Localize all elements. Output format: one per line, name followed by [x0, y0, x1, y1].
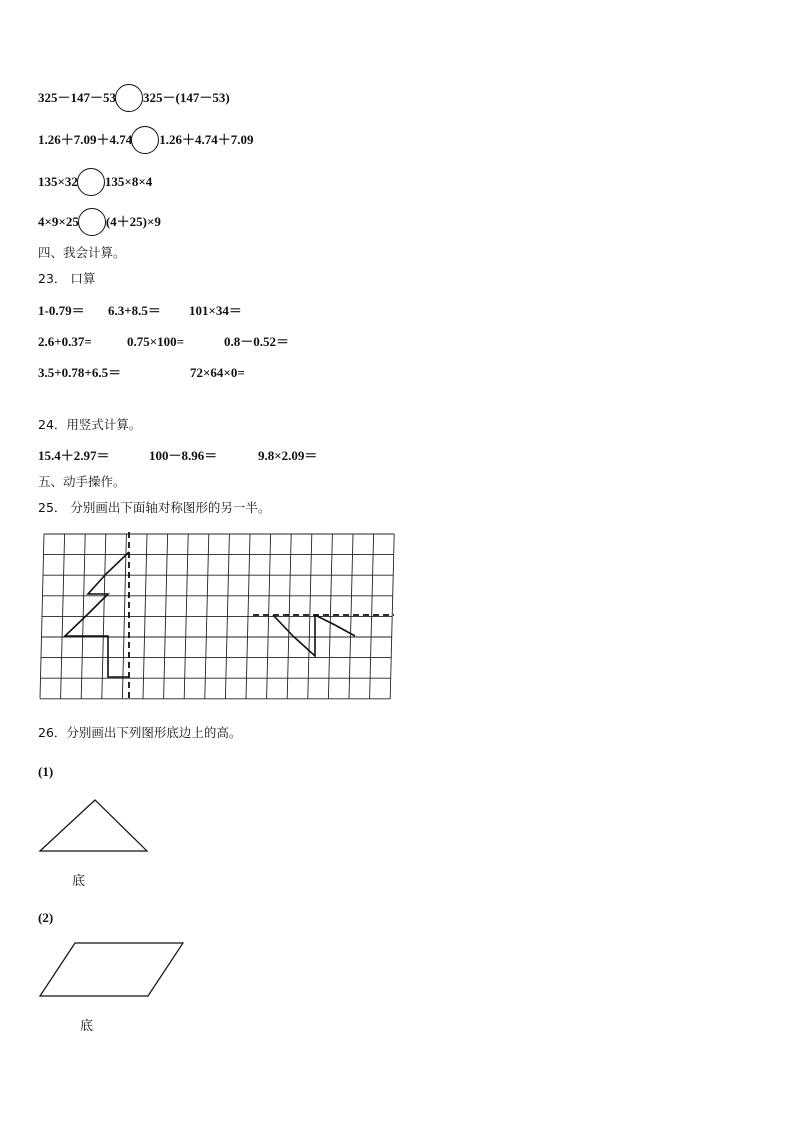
comparison-row-1 — [38, 84, 230, 112]
comparison-left: 325－147－53 — [38, 90, 117, 105]
q24-items — [38, 447, 317, 465]
part-2-label: (2) — [38, 910, 54, 925]
q23-row-3 — [38, 364, 245, 382]
q23-item: 2.6+0.37= — [38, 334, 92, 349]
part-1-label: (1) — [38, 764, 54, 779]
q23-item: 0.8－0.52＝ — [224, 334, 290, 349]
q23-row-1 — [38, 302, 242, 320]
comparison-right: 325－(147－53) — [143, 90, 230, 105]
symmetry-grid[interactable] — [38, 532, 398, 700]
q26-title: 26．分别画出下列图形底边上的高。 — [38, 725, 242, 740]
q23-item: 6.3+8.5＝ — [108, 303, 161, 318]
comparison-row-4 — [38, 208, 161, 236]
compare-circle[interactable] — [115, 84, 143, 112]
q24-item: 9.8×2.09＝ — [258, 448, 318, 463]
comparison-right: 1.26＋4.74＋7.09 — [159, 132, 254, 147]
section-5-title: 五、动手操作。 — [38, 474, 126, 489]
q23-item: 3.5+0.78+6.5＝ — [38, 365, 122, 380]
compare-circle[interactable] — [77, 168, 105, 196]
lower-half-shape — [273, 615, 355, 656]
q23-item: 0.75×100= — [127, 334, 185, 349]
section-4-title: 四、我会计算。 — [38, 245, 126, 260]
comparison-left: 1.26＋7.09＋4.74 — [38, 132, 133, 147]
comparison-left: 4×9×25 — [38, 214, 79, 229]
q23-item: 1-0.79＝ — [38, 303, 85, 318]
q24-item: 15.4＋2.97＝ — [38, 448, 110, 463]
q23-row-2 — [38, 333, 289, 351]
q25-title: 25． 分别画出下面轴对称图形的另一半。 — [38, 500, 271, 515]
left-half-shape — [65, 552, 129, 677]
q24-item: 100－8.96＝ — [149, 448, 218, 463]
comparison-row-3 — [38, 168, 152, 196]
compare-circle[interactable] — [78, 208, 106, 236]
parallelogram-figure[interactable] — [38, 941, 186, 999]
comparison-right: 135×8×4 — [104, 174, 153, 189]
parallelogram-base-label: 底 — [80, 1019, 94, 1034]
triangle-base-label: 底 — [72, 874, 86, 889]
q24-title: 24．用竖式计算。 — [38, 417, 142, 432]
q23-item: 72×64×0= — [190, 365, 245, 380]
comparison-row-2 — [38, 126, 254, 154]
q23-title: 23． 口算 — [38, 271, 96, 286]
triangle-figure[interactable] — [38, 798, 150, 854]
comparison-right: (4＋25)×9 — [105, 214, 161, 229]
comparison-left: 135×32 — [38, 174, 78, 189]
compare-circle[interactable] — [131, 126, 159, 154]
q23-item: 101×34＝ — [189, 303, 242, 318]
